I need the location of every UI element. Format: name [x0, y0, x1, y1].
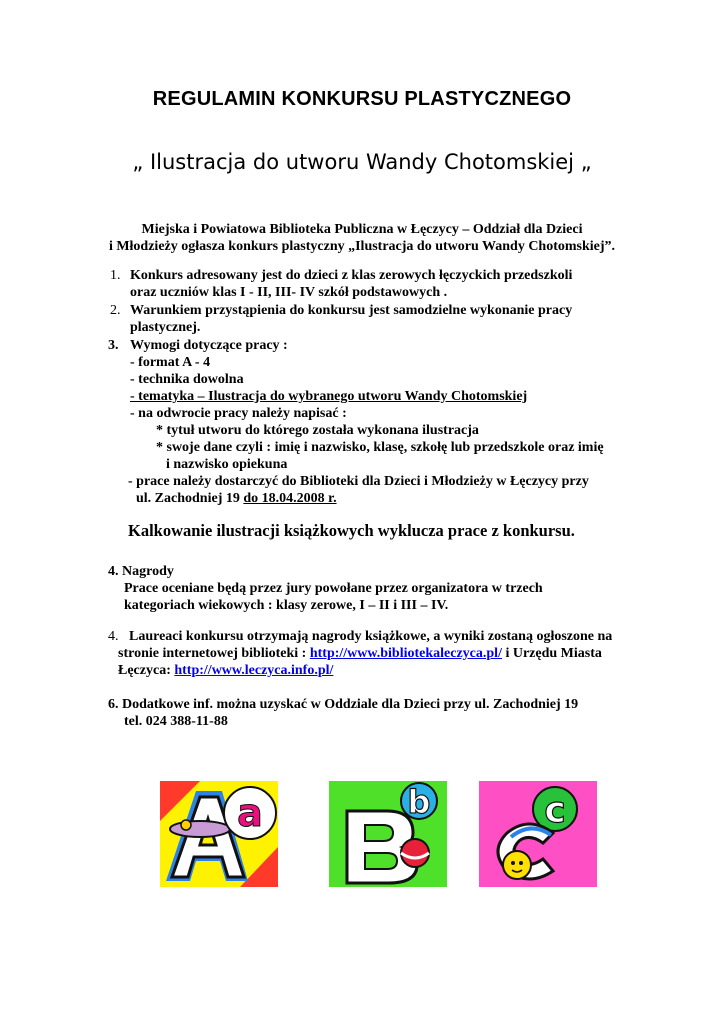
prizes-heading: 4. Nagrody	[108, 564, 174, 579]
letter-c-illustration	[479, 781, 597, 887]
requirement-technique: - technika dowolna	[130, 372, 244, 387]
item-1-number: 1.	[110, 268, 121, 283]
prizes-line-1: Prace oceniane będą przez jury powołane przez organizatora w trzech	[124, 581, 543, 596]
item-3-heading: Wymogi dotyczące pracy :	[130, 338, 288, 353]
requirement-delivery-2	[136, 491, 337, 508]
item-2-line-2: plastycznej.	[130, 320, 201, 335]
requirement-title-note: * tytuł utworu do którego została wykonana ilustracja	[156, 423, 479, 438]
delivery-address: ul. Zachodniej 19	[136, 491, 244, 506]
requirement-personal-data-2: i nazwisko opiekuna	[166, 457, 288, 472]
requirement-format: - format A - 4	[130, 355, 211, 370]
tracing-notice: Kalkowanie ilustracji książkowych wyklucza prace z konkursu.	[128, 521, 575, 540]
requirement-theme: - tematyka – Ilustracja do wybranego utworu Wandy Chotomskiej	[130, 389, 528, 404]
intro-line-2: i Młodzieży ogłasza konkurs plastyczny „Ilustracja do utworu Wandy Chotomskiej”.	[108, 238, 616, 254]
laureates-city-office-text: i Urzędu Miasta	[501, 646, 602, 661]
prizes-line-2: kategoriach wiekowych : klasy zerowe, I – II i III – IV.	[124, 598, 449, 613]
laureates-line-3	[118, 663, 333, 680]
city-label: Łęczyca:	[118, 663, 175, 678]
letter-tile-a	[160, 781, 278, 887]
item-1-line-1: Konkurs adresowany jest do dzieci z klas zerowych łęczyckich przedszkoli	[130, 268, 573, 283]
item-3-number: 3.	[108, 338, 119, 353]
additional-info-phone: tel. 024 388-11-88	[124, 714, 228, 729]
svg-text:a: a	[237, 791, 263, 835]
requirement-back-side: - na odwrocie pracy należy napisać :	[130, 406, 347, 421]
requirement-delivery-1: - prace należy dostarczyć do Biblioteki dla Dzieci i Młodzieży w Łęczycy przy	[128, 474, 589, 489]
item-1-line-2: oraz uczniów klas I - II, III- IV szkół podstawowych .	[130, 285, 448, 300]
letter-a-illustration	[160, 781, 278, 887]
letter-tile-b	[329, 781, 447, 887]
laureates-website-text: stronie internetowej biblioteki :	[118, 646, 310, 661]
additional-info-line-1: 6. Dodatkowe inf. można uzyskać w Oddziale dla Dzieci przy ul. Zachodniej 19	[108, 697, 579, 712]
intro-line-1: Miejska i Powiatowa Biblioteka Publiczna w Łęczycy – Oddział dla Dzieci	[141, 222, 583, 237]
letter-tile-c	[479, 781, 597, 887]
document-subtitle: „ Ilustracja do utworu Wandy Chotomskiej „	[132, 150, 592, 174]
svg-text:b: b	[407, 783, 431, 821]
item-2-number: 2.	[110, 303, 121, 318]
requirement-personal-data-1: * swoje dane czyli : imię i nazwisko, klasę, szkołę lub przedszkole oraz imię	[156, 440, 604, 455]
city-website-link[interactable]: http://www.leczyca.info.pl/	[174, 663, 334, 678]
delivery-deadline: do 18.04.2008 r.	[243, 491, 337, 506]
laureates-line-2	[118, 646, 602, 663]
intro-paragraph	[0, 222, 724, 255]
laureates-number: 4.	[108, 629, 119, 644]
item-2-line-1: Warunkiem przystąpienia do konkursu jest samodzielne wykonanie pracy	[130, 303, 573, 318]
document-title: REGULAMIN KONKURSU PLASTYCZNEGO	[152, 88, 572, 110]
letter-b-illustration	[329, 781, 447, 887]
svg-text:c: c	[544, 790, 566, 831]
library-website-link[interactable]: http://www.bibliotekaleczyca.pl/	[309, 646, 502, 661]
laureates-line-1: Laureaci konkursu otrzymają nagrody książkowe, a wyniki zostaną ogłoszone na	[129, 629, 613, 644]
